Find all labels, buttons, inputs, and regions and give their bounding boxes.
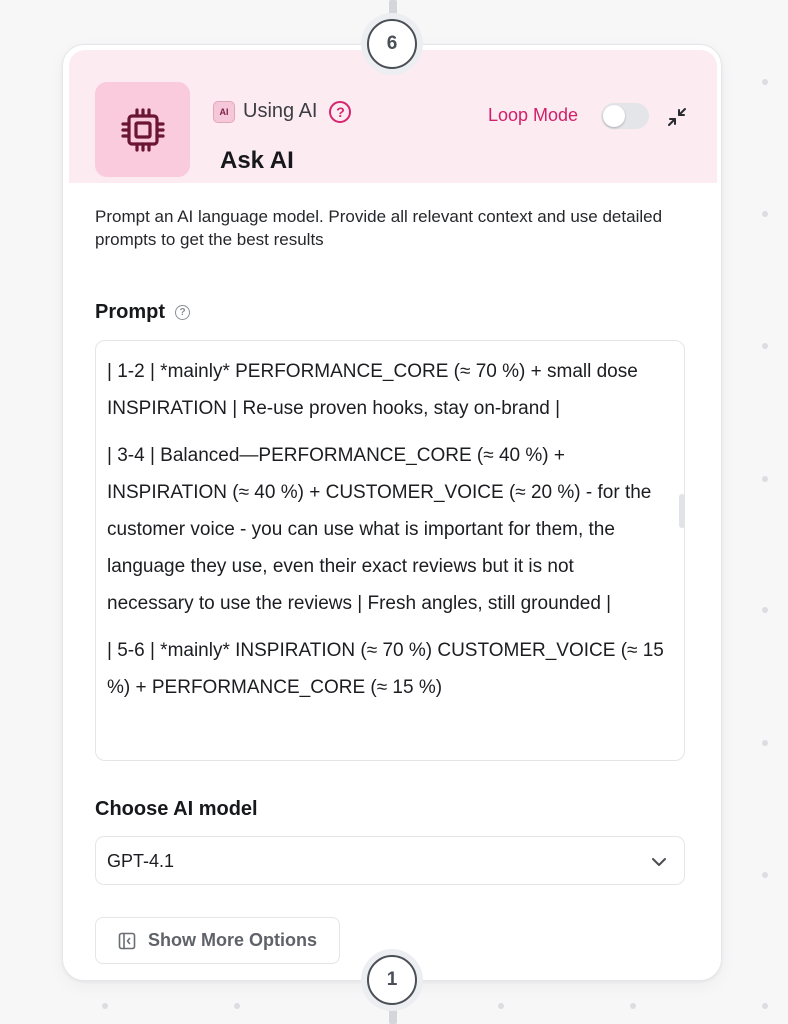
toggle-knob bbox=[603, 105, 625, 127]
canvas-dot bbox=[762, 740, 768, 746]
prompt-scrollbar[interactable] bbox=[679, 494, 685, 528]
node-icon-tile bbox=[95, 82, 190, 177]
category-text: Using AI bbox=[243, 100, 318, 122]
prompt-label bbox=[95, 301, 190, 324]
canvas-dot bbox=[630, 1003, 636, 1009]
canvas-dot bbox=[762, 1003, 768, 1009]
canvas-dot bbox=[762, 79, 768, 85]
model-select[interactable] bbox=[95, 836, 685, 885]
canvas-dot bbox=[762, 476, 768, 482]
cpu-chip-icon bbox=[120, 107, 166, 153]
model-label: Choose AI model bbox=[95, 798, 258, 820]
canvas-dot bbox=[498, 1003, 504, 1009]
node-header bbox=[69, 50, 717, 183]
loop-mode-toggle[interactable] bbox=[601, 103, 649, 129]
node-description: Prompt an AI language model. Provide all relevant context and use detailed prompts to get the best results bbox=[95, 207, 663, 249]
loop-mode-label: Loop Mode bbox=[488, 105, 579, 125]
show-more-options-button[interactable] bbox=[95, 917, 340, 964]
canvas-dot bbox=[762, 872, 768, 878]
collapse-arrows-icon[interactable] bbox=[665, 105, 689, 129]
canvas-dot bbox=[762, 211, 768, 217]
prompt-paragraph: | 5-6 | *mainly* INSPIRATION (≈ 70 %) CUSTOMER_VOICE (≈ 15 %) + PERFORMANCE_CORE (≈ 15 %) bbox=[107, 640, 664, 698]
sidebar-panel-icon bbox=[118, 932, 136, 950]
prompt-label-text: Prompt bbox=[95, 301, 165, 323]
prompt-paragraph: | 1-2 | *mainly* PERFORMANCE_CORE (≈ 70 %) + small dose INSPIRATION | Re-use proven hooks, stay on-brand | bbox=[107, 361, 638, 419]
node-title: Ask AI bbox=[220, 147, 294, 174]
prompt-paragraph: | 3-4 | Balanced—PERFORMANCE_CORE (≈ 40 %) + INSPIRATION (≈ 40 %) + CUSTOMER_VOICE (≈ 20 %) - for the customer voice - you can use what is important for them, the language they use, even their exact reviews but it is not necessary to use the reviews | Fresh angles, still grounded | bbox=[107, 445, 652, 614]
help-icon[interactable]: ? bbox=[329, 101, 351, 123]
prompt-help-icon[interactable]: ? bbox=[175, 305, 190, 320]
canvas-dot bbox=[762, 343, 768, 349]
ai-badge-icon: AI bbox=[213, 101, 235, 123]
step-number-badge-bottom[interactable]: 1 bbox=[367, 955, 417, 1005]
chevron-down-icon bbox=[650, 853, 668, 871]
prompt-textarea[interactable] bbox=[95, 340, 685, 761]
step-number-badge-top[interactable]: 6 bbox=[367, 19, 417, 69]
show-more-options-label: Show More Options bbox=[148, 930, 317, 950]
category-label bbox=[213, 100, 351, 123]
ask-ai-node[interactable] bbox=[62, 44, 722, 981]
canvas-dot bbox=[234, 1003, 240, 1009]
canvas-dot bbox=[762, 607, 768, 613]
canvas-dot bbox=[102, 1003, 108, 1009]
model-selected-value: GPT-4.1 bbox=[107, 851, 175, 871]
